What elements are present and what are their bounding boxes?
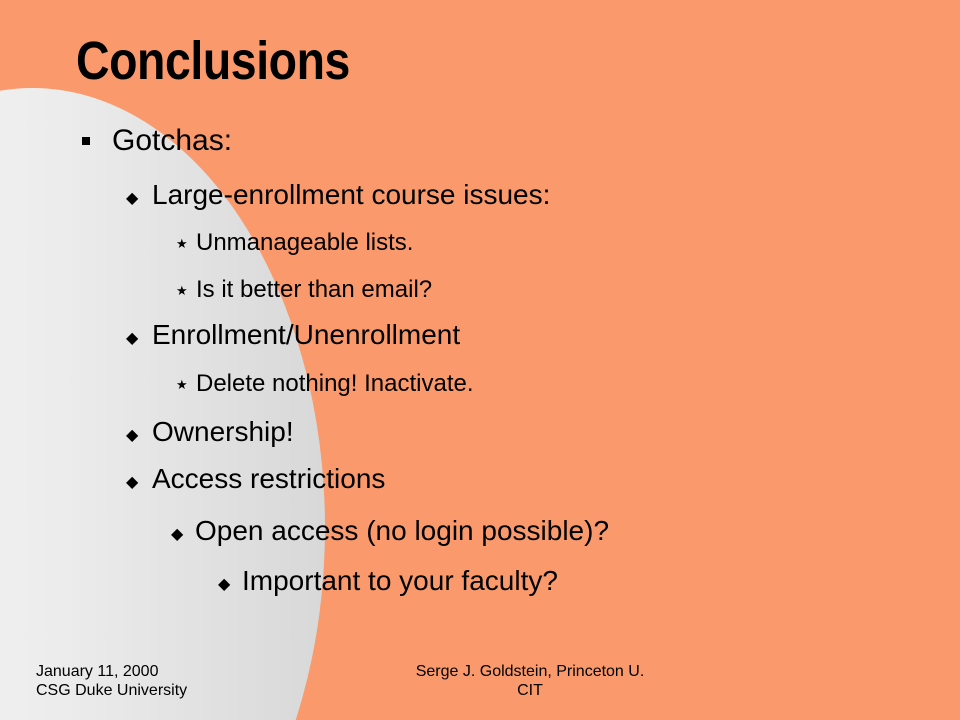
list-item bbox=[126, 416, 294, 448]
footer-author bbox=[380, 662, 680, 700]
list-item bbox=[176, 276, 433, 304]
list-item bbox=[171, 515, 610, 547]
footer-venue: CSG Duke University bbox=[36, 682, 188, 699]
item-text: Open access (no login possible)? bbox=[195, 515, 610, 546]
item-text: Unmanageable lists. bbox=[196, 229, 414, 256]
diamond-bullet-icon: ◆ bbox=[126, 190, 139, 207]
item-text: Is it better than email? bbox=[196, 276, 433, 303]
list-item bbox=[176, 229, 414, 257]
list-item bbox=[218, 565, 558, 597]
star-bullet-icon: ★ bbox=[176, 377, 188, 392]
list-item bbox=[126, 319, 461, 351]
slide-title: Conclusions bbox=[76, 31, 350, 91]
footer-org: CIT bbox=[517, 682, 543, 699]
star-bullet-icon: ★ bbox=[176, 236, 188, 251]
diamond-bullet-icon: ◆ bbox=[218, 576, 231, 593]
item-text: Important to your faculty? bbox=[242, 565, 558, 596]
diamond-bullet-icon: ◆ bbox=[126, 427, 139, 444]
diamond-bullet-icon: ◆ bbox=[126, 330, 139, 347]
list-item bbox=[126, 463, 386, 495]
item-text: Delete nothing! Inactivate. bbox=[196, 370, 474, 397]
footer-author-name: Serge J. Goldstein, Princeton U. bbox=[415, 663, 645, 680]
diamond-bullet-icon: ◆ bbox=[171, 526, 184, 543]
footer-date-venue bbox=[36, 662, 187, 700]
item-text: Enrollment/Unenrollment bbox=[152, 319, 461, 350]
list-item bbox=[176, 370, 474, 398]
item-text: Access restrictions bbox=[152, 463, 386, 494]
item-text: Ownership! bbox=[152, 416, 294, 447]
square-bullet-icon bbox=[82, 137, 90, 145]
list-item bbox=[126, 179, 551, 211]
item-text: Large-enrollment course issues: bbox=[152, 179, 551, 210]
item-text: Gotchas: bbox=[112, 124, 233, 157]
list-item bbox=[112, 124, 232, 158]
footer-date: January 11, 2000 bbox=[36, 663, 159, 680]
diamond-bullet-icon: ◆ bbox=[126, 474, 139, 491]
star-bullet-icon: ★ bbox=[176, 283, 188, 298]
